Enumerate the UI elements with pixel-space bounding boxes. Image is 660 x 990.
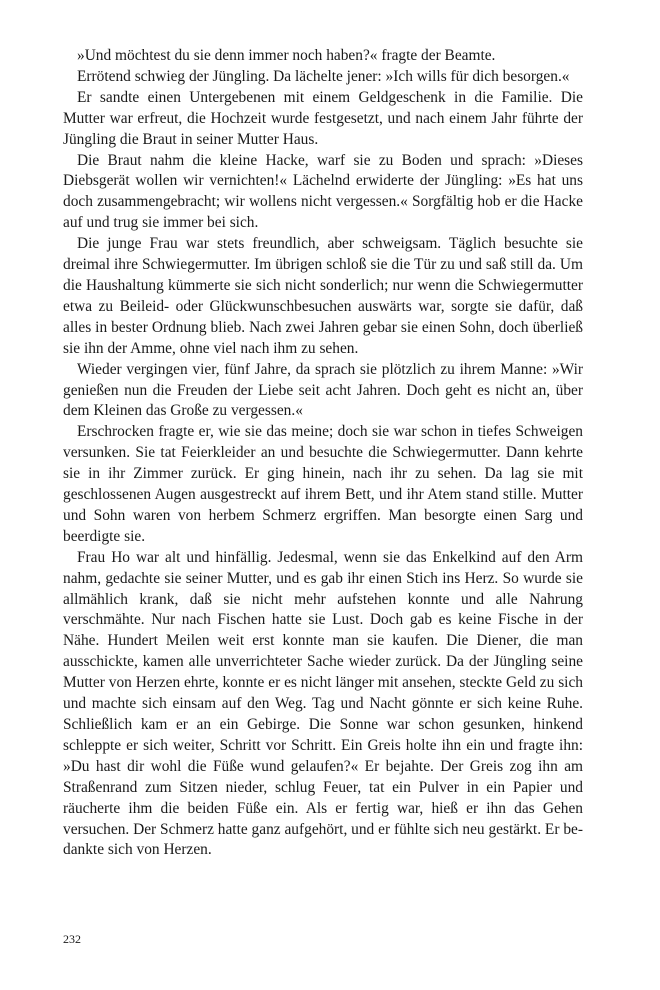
page-body	[63, 46, 583, 861]
paragraph: Erschrocken fragte er, wie sie das meine; doch sie war schon in tiefes Schweigen versunken. Sie tat Feierkleider an und besuchte die Schwiegermutter. Dann kehrte sie in ihr Zimmer zurück. Er ging hinein, nach ihr zu sehen. Da lag sie mit geschlossenen Augen ausgestreckt auf ihrem Bett, und ihr Atem stand stille. Mutter und Sohn waren von herbem Schmerz ergriffen. Man besorgte einen Sarg und beerdigte sie.	[63, 423, 583, 545]
paragraph: »Und möchtest du sie denn immer noch haben?« fragte der Beamte.	[77, 47, 496, 64]
paragraph: Frau Ho war alt und hinfällig. Jedesmal, wenn sie das Enkelkind auf den Arm nahm, gedachte sie seiner Mutter, und es gab ihr einen Stich ins Herz. So wurde sie allmählich krank, daß sie nicht mehr aufstehen konnte und alle Nahrung verschmähte. Nur nach Fischen hatte sie Lust. Doch gab es keine Fische in der Nähe. Hundert Meilen weit erst konnte man sie kaufen. Die Diener, die man ausschickte, kamen alle unverrichteter Sache wieder zurück. Da der Jüngling seine Mutter von Herzen ehrte, konnte er es nicht länger mit ansehen, steckte Geld zu sich und machte sich einsam auf den Weg. Tag und Nacht gönnte er sich keine Ruhe. Schließlich kam er an ein Gebirge. Die Sonne war schon gesunken, hinkend schleppte er sich weiter, Schritt vor Schritt. Ein Greis holte ihn ein und fragte ihn: »Du hast dir wohl die Füße wund gelaufen?« Er bejahte. Der Greis zog ihn am Straßenrand zum Sitzen nieder, schlug Feuer, tat ein Pulver in ein Papier und räucherte ihm die beiden Füße ein. Als er fertig war, hieß er ihn das Gehen versuchen. Der Schmerz hatte ganz aufgehört, und er fühlte sich neu gestärkt. Er bedankte sich von Herzen.	[63, 548, 583, 859]
paragraph: Er sandte einen Untergebenen mit einem Geldgeschenk in die Familie. Die Mutter war erfreut, die Hochzeit wurde festgesetzt, und nach einem Jahr führte der Jüngling die Braut in seiner Mutter Haus.	[63, 88, 583, 148]
paragraph: Wieder vergingen vier, fünf Jahre, da sprach sie plötzlich zu ihrem Manne: »Wir genießen nun die Freuden der Liebe seit acht Jahren. Doch geht es nicht an, über dem Kleinen das Große zu vergessen.«	[63, 360, 583, 420]
paragraph: Errötend schwieg der Jüngling. Da lächelte jener: »Ich wills für dich besorgen.«	[77, 67, 570, 85]
paragraph: Die Braut nahm die kleine Hacke, warf sie zu Boden und sprach: »Dieses Diebsgerät wollen wir vernichten!« Lächelnd erwiderte der Jüngling: »Es hat uns doch zusammengebracht; wir wollens nicht vergessen.« Sorgfältig hob er die Hacke auf und trug sie immer bei sich.	[63, 151, 583, 232]
page-number: 232	[63, 932, 81, 946]
paragraph: Die junge Frau war stets freundlich, aber schweigsam. Täglich besuchte sie dreimal ihre Schwiegermutter. Im übrigen schloß sie die Tür zu und saß still da. Um die Haushaltung kümmerte sie sich nicht sonderlich; nur wenn die Schwiegermutter etwa zu Beileid- oder Glückwunschbesuchen auswärts war, sorgte sie dafür, daß alles in bester Ordnung blieb. Nach zwei Jahren gebar sie einen Sohn, doch überließ sie ihn der Amme, ohne viel nach ihm zu sehen.	[63, 235, 583, 357]
